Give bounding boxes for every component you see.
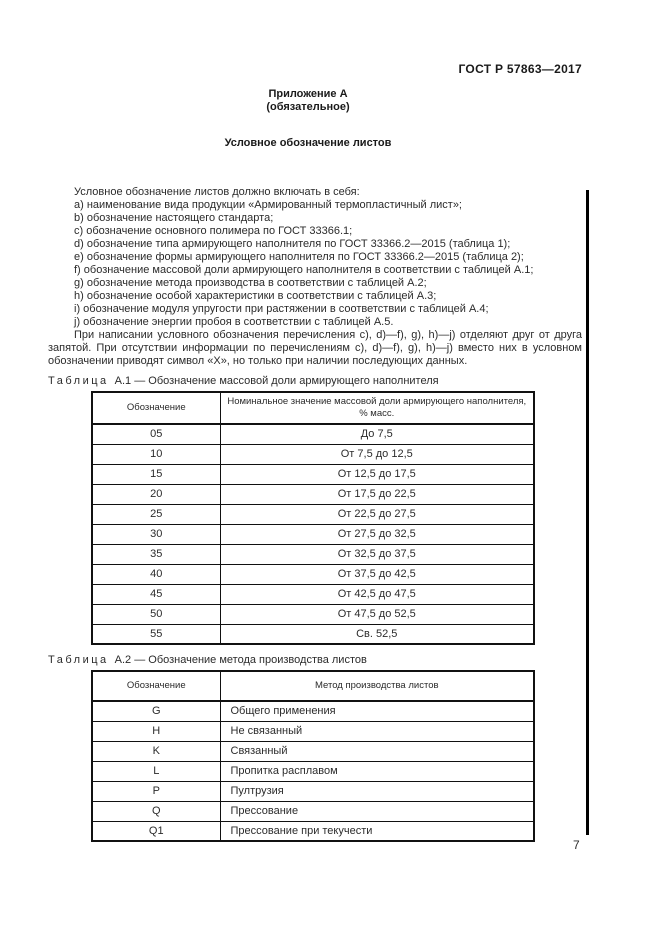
note-paragraph: При написании условного обозначения перечисления c), d)—f), g), h)—j) отделяют друг от друга запятой. При отсутствии информации по перечислениям c), d)—f), g), h)—j) вместо них в условном обозначении приводят символ «Х», но только при наличии последующих данных. <box>48 329 582 367</box>
table-row <box>92 801 534 821</box>
list-item: e) обозначение формы армирующего наполнителя по ГОСТ 33366.2—2015 (таблица 2); <box>74 251 524 263</box>
table-row <box>92 424 534 444</box>
list-item: i) обозначение модуля упругости при растяжении в соответствии с таблицей А.4; <box>74 303 489 315</box>
value-cell: Общего применения <box>220 701 534 721</box>
value-cell: От 32,5 до 37,5 <box>220 544 534 564</box>
table-a2-body <box>92 701 534 841</box>
value-cell: От 7,5 до 12,5 <box>220 444 534 464</box>
designation-cell: Q1 <box>92 821 220 841</box>
value-cell: От 37,5 до 42,5 <box>220 564 534 584</box>
table-row <box>92 821 534 841</box>
designation-cell: 20 <box>92 484 220 504</box>
designation-cell: K <box>92 741 220 761</box>
table-a1 <box>91 391 535 645</box>
value-cell: Прессование при текучести <box>220 821 534 841</box>
table-a1-col1-header: Обозначение <box>92 392 220 424</box>
designation-cell: H <box>92 721 220 741</box>
table-row <box>92 524 534 544</box>
designation-cell: 10 <box>92 444 220 464</box>
value-cell: От 22,5 до 27,5 <box>220 504 534 524</box>
table-a2 <box>91 670 535 842</box>
table-a1-header-row <box>92 392 534 424</box>
list-item: c) обозначение основного полимера по ГОСТ 33366.1; <box>74 225 353 237</box>
table-a2-header-row <box>92 671 534 701</box>
table-a2-caption-text: А.2 — Обозначение метода производства листов <box>114 654 367 666</box>
designation-cell: G <box>92 701 220 721</box>
designation-cell: 55 <box>92 624 220 644</box>
table-row <box>92 504 534 524</box>
table-row <box>92 544 534 564</box>
designation-cell: 40 <box>92 564 220 584</box>
intro-line: Условное обозначение листов должно включать в себя: <box>74 186 360 198</box>
table-row <box>92 624 534 644</box>
table-row <box>92 604 534 624</box>
table-a2-col1-header: Обозначение <box>92 671 220 701</box>
designation-cell: 50 <box>92 604 220 624</box>
value-cell: Прессование <box>220 801 534 821</box>
value-cell: От 47,5 до 52,5 <box>220 604 534 624</box>
list-item: h) обозначение особой характеристики в соответствии с таблицей А.3; <box>74 290 437 302</box>
table-a1-body <box>92 424 534 644</box>
designation-cell: P <box>92 781 220 801</box>
section-title: Условное обозначение листов <box>224 137 392 149</box>
designation-cell: 15 <box>92 464 220 484</box>
value-cell: От 27,5 до 32,5 <box>220 524 534 544</box>
table-a2-caption <box>48 654 367 666</box>
appendix-type: (обязательное) <box>266 101 350 113</box>
value-cell: Связанный <box>220 741 534 761</box>
designation-cell: 05 <box>92 424 220 444</box>
page-number: 7 <box>573 838 580 852</box>
value-cell: Св. 52,5 <box>220 624 534 644</box>
designation-list <box>48 199 582 329</box>
table-row <box>92 721 534 741</box>
table-row <box>92 564 534 584</box>
table-a2-col2-header: Метод производства листов <box>220 671 534 701</box>
list-item: a) наименование вида продукции «Армированный термопластичный лист»; <box>74 199 462 211</box>
designation-cell: 35 <box>92 544 220 564</box>
designation-cell: 30 <box>92 524 220 544</box>
list-item: g) обозначение метода производства в соответствии с таблицей А.2; <box>74 277 427 289</box>
list-item: b) обозначение настоящего стандарта; <box>74 212 274 224</box>
list-item: f) обозначение массовой доли армирующего наполнителя в соответствии с таблицей А.1; <box>74 264 534 276</box>
doc-number: ГОСТ Р 57863—2017 <box>458 62 582 76</box>
designation-cell: L <box>92 761 220 781</box>
value-cell: Не связанный <box>220 721 534 741</box>
list-item: d) обозначение типа армирующего наполнителя по ГОСТ 33366.2—2015 (таблица 1); <box>74 238 511 250</box>
table-row <box>92 584 534 604</box>
value-cell: Пултрузия <box>220 781 534 801</box>
designation-cell: 25 <box>92 504 220 524</box>
value-cell: От 12,5 до 17,5 <box>220 464 534 484</box>
table-a1-caption-text: А.1 — Обозначение массовой доли армирующего наполнителя <box>114 375 439 387</box>
designation-cell: Q <box>92 801 220 821</box>
table-row <box>92 484 534 504</box>
table-a1-caption <box>48 375 439 387</box>
table-a2-caption-word: Таблица <box>48 654 109 666</box>
table-row <box>92 464 534 484</box>
table-row <box>92 701 534 721</box>
value-cell: От 42,5 до 47,5 <box>220 584 534 604</box>
table-row <box>92 444 534 464</box>
table-a1-col2-header: Номинальное значение массовой доли армирующего наполнителя, % масс. <box>220 392 534 424</box>
list-item: j) обозначение энергии пробоя в соответствии с таблицей А.5. <box>74 316 394 328</box>
appendix-heading <box>48 88 568 114</box>
value-cell: Пропитка расплавом <box>220 761 534 781</box>
appendix-title: Приложение А <box>268 88 348 100</box>
table-row <box>92 781 534 801</box>
value-cell: От 17,5 до 22,5 <box>220 484 534 504</box>
value-cell: До 7,5 <box>220 424 534 444</box>
table-a1-caption-word: Таблица <box>48 375 109 387</box>
body-text <box>48 186 582 368</box>
revision-change-bar <box>586 190 589 835</box>
table-row <box>92 761 534 781</box>
designation-cell: 45 <box>92 584 220 604</box>
table-row <box>92 741 534 761</box>
